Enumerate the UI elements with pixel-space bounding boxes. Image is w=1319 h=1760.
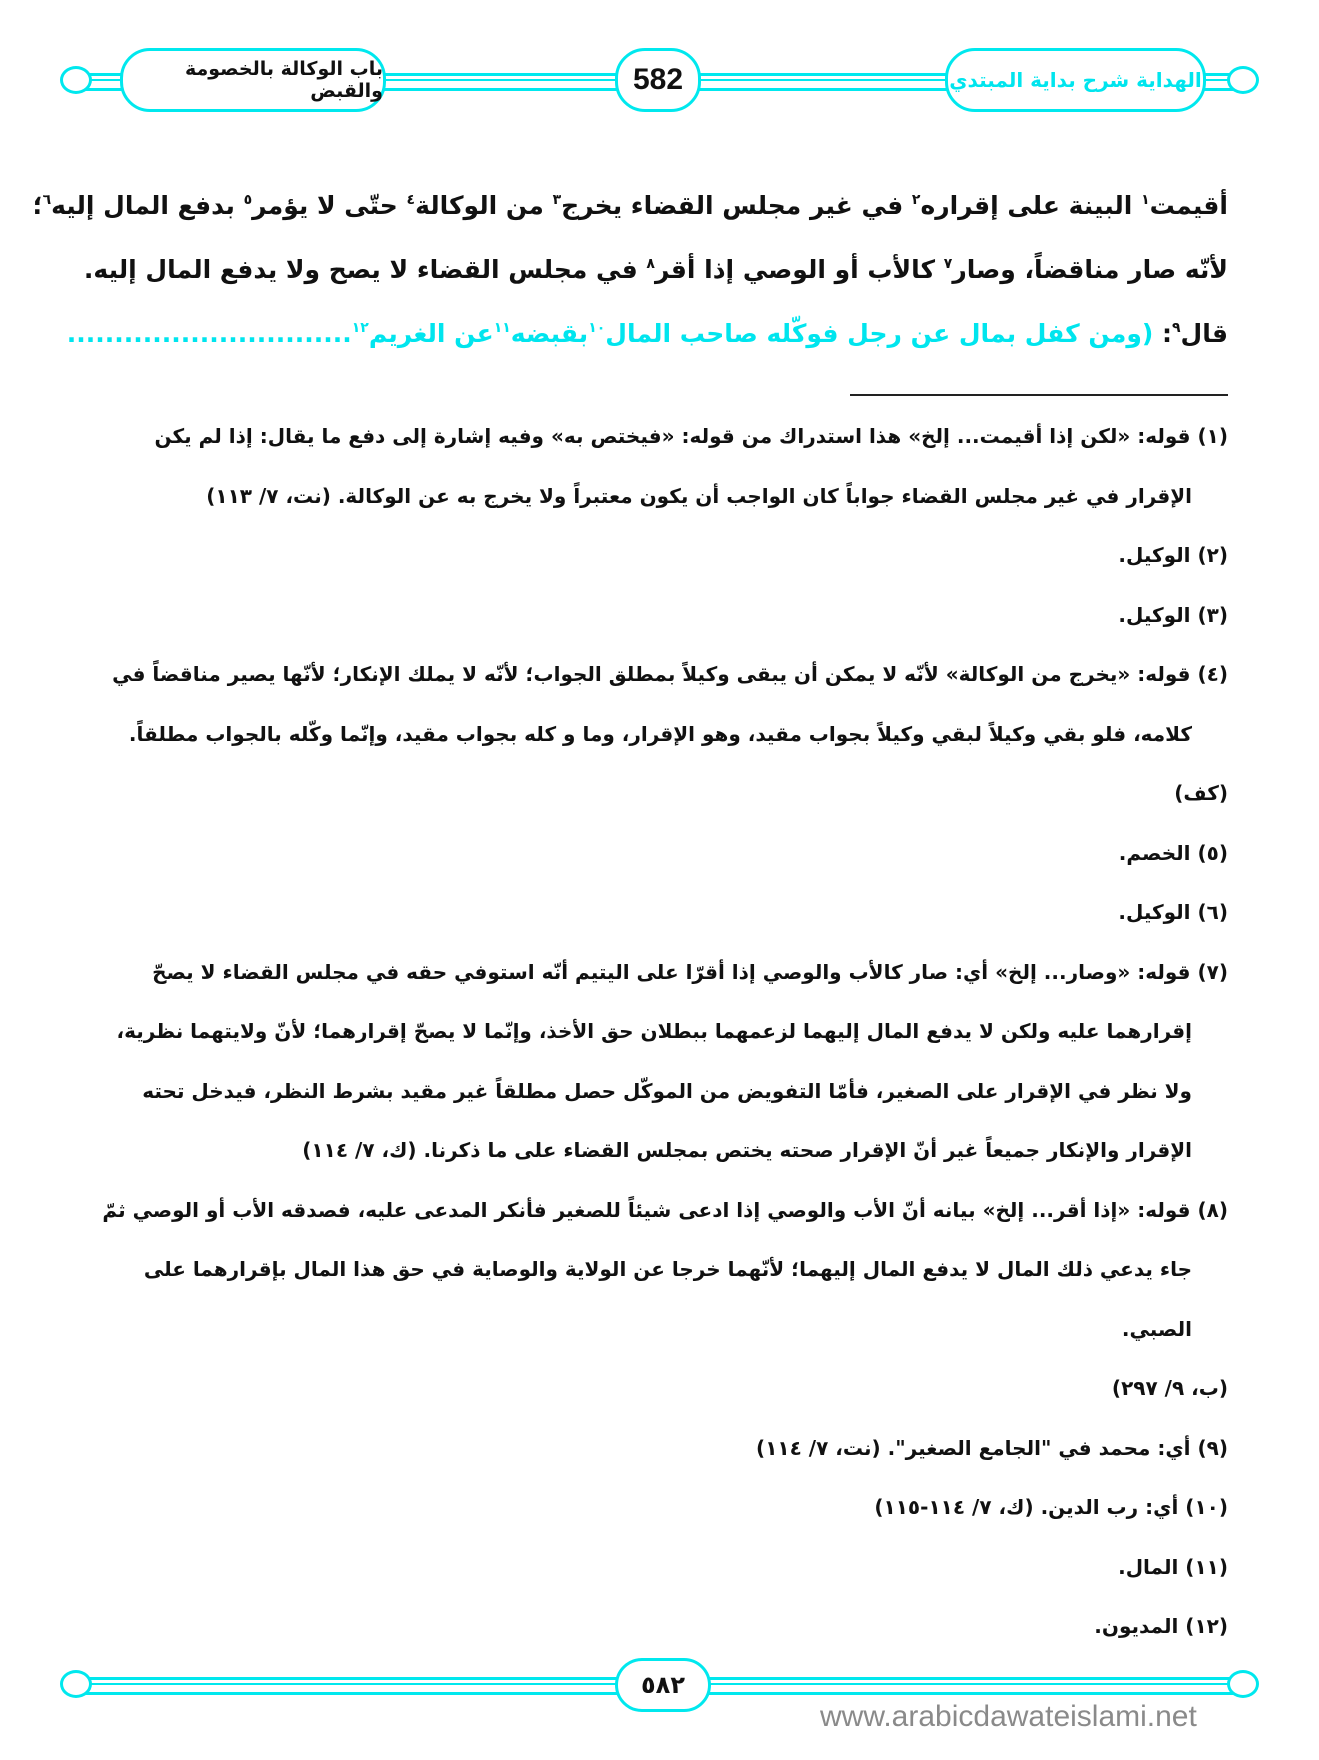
footnote-number: (٣) [1197,602,1228,627]
footnote-ref[interactable]: ١١ [493,320,511,336]
footnote [96,1538,1228,1598]
footer-page-number [615,1658,711,1712]
footnote-source: (ب، ٩/ ٢٩٧) [1111,1376,1228,1400]
footnote-text: المال. [1118,1554,1179,1579]
text-segment: أقيمت [1149,191,1228,220]
footnote-ref[interactable]: ٤ [406,192,416,208]
ornament-right [1227,66,1259,94]
footnote-text: الوكيل. [1118,900,1191,924]
footnote-ref[interactable]: ٥ [243,192,253,208]
footer-page-number-text: ٥٨٢ [641,1671,685,1699]
footnote [96,645,1228,824]
footnote-text: هذا استدراك من قوله: «فيختص به» وفيه إشارة إلى دفع ما يقال: إذا لم يكن الإقرار في غير مجلس القضاء جواباً كان الواجب أن يكون معتبراً ولا يخرج به عن الوكالة. (نت، ٧/ ١١٣) [154,424,1192,508]
matn-text: (ومن كفل بمال عن رجل فوكّله صاحب المال [605,319,1154,348]
footnote [96,526,1228,586]
footnote-number: (١٠) [1185,1495,1228,1519]
main-text [32,168,1228,360]
footnote [96,943,1228,1181]
footnote-number: (٨) [1197,1197,1228,1222]
footnote-ref[interactable]: ٧ [943,256,953,272]
website-watermark: www.arabicdawateislami.net [820,1700,1197,1733]
book-title [945,48,1206,112]
footnote-number: (٧) [1197,959,1228,984]
footnote-text: الوكيل. [1118,602,1191,627]
footnote [96,586,1228,646]
footnote [96,824,1228,884]
footnote-text: أي: صار كالأب والوصي إذا أقرّا على اليتيم أنّه استوفي حقه في مجلس القضاء لا يصحّ إقرارهما عليه ولكن لا يدفع المال إليهما لزعمهما ببطلان حق الأخذ، وإنّما لا يصحّ إقرارهما؛ لأنّ ولايتهما نظرية، ولا نظر في الإقرار على الصغير، فأمّا التفويض من الموكّل حصل مطلقاً غير مقيد بشرط النظر، فيدخل تحته الإقرار والإنكار جميعاً غير أنّ الإقرار صحته يختص بمجلس القضاء على ما ذكرنا. (ك، ٧/ ١١٤) [116,959,1192,1162]
footnote-ref[interactable]: ٢ [911,192,921,208]
page-header [60,44,1259,114]
page-number-text: 582 [632,63,684,96]
text-line [66,296,1228,360]
footnote [96,1181,1228,1419]
footnote-separator [850,394,1228,396]
matn-text: .............................. [66,319,352,348]
text-segment: قال [1180,319,1228,348]
footnote-number: (٤) [1197,662,1228,686]
text-segment: في مجلس القضاء لا يصح ولا يدفع المال إليه. [83,255,647,284]
footnote-text: بيانه أنّ الأب والوصي إذا ادعى شيئاً للصغير فأنكر المدعى عليه، فصدقه الأب أو الوصي ثمّ جاء يدعي ذلك المال لا يدفع المال إليهما؛ لأنّهما خرجا عن الولاية والوصاية في حق هذا المال بإقرارهما على الصبي. [102,1197,1192,1341]
footnote-ref[interactable]: ٦ [42,192,52,208]
footnote-ref[interactable]: ١ [1141,192,1150,208]
book-title-text: الهداية شرح بداية المبتدي [949,68,1202,92]
footnote-ref[interactable]: ٩ [1172,320,1181,336]
footnote-number: (٦) [1197,900,1228,924]
footnote-number: (٩) [1197,1435,1228,1460]
footnote [96,1419,1228,1479]
footnotes [96,407,1228,1657]
footnote-number: (٢) [1197,543,1228,567]
text-segment: كالأب أو الوصي إذا أقر [654,255,944,284]
text-line [32,168,1228,232]
footnote-number: (١١) [1185,1554,1228,1579]
footnote-lead: قوله: «وصار... إلخ» [995,959,1191,984]
text-segment: لأنّه صار مناقضاً، وصار [952,255,1228,284]
footnote-text: المديون. [1094,1614,1179,1638]
footnote-lead: قوله: «يخرج من الوكالة» [945,662,1191,686]
footnote-ref[interactable]: ١٠ [588,320,606,336]
footnote-lead: قوله: «لكن إذا أقيمت... إلخ» [908,424,1191,448]
footnote [96,407,1228,526]
footnote-text: لأنّه لا يمكن أن يبقى وكيلاً بمطلق الجواب؛ لأنّه لا يملك الإنكار؛ لأنّها يصير مناقضاً في كلامه، فلو بقي وكيلاً لبقي وكيلاً بجواب مقيد، وهو الإقرار، وما و كله بجواب مقيد، وإنّما وكّله بالجواب مطلقاً. [112,662,1192,746]
text-segment: من الوكالة [415,191,553,220]
footnote-text: أي: محمد في "الجامع الصغير". (نت، ٧/ ١١٤) [756,1435,1191,1460]
footnote-lead: قوله: «إذا أقر... إلخ» [982,1197,1191,1222]
footnote [96,1478,1228,1538]
footnote [96,883,1228,943]
text-segment: ؛ [32,191,43,220]
text-segment: في غير مجلس القضاء يخرج [561,191,912,220]
footnote-number: (١٢) [1185,1614,1228,1638]
chapter-title-text: باب الوكالة بالخصومة والقبض [184,58,383,102]
text-segment: : [1153,319,1172,348]
footnote-source: (كف) [1174,781,1228,805]
footnote-text: الخصم. [1118,840,1191,865]
footnote-ref[interactable]: ١٢ [351,320,369,336]
text-segment: البينة على إقراره [920,191,1142,220]
text-line [83,232,1228,296]
footnote-number: (١) [1197,424,1228,448]
ornament-right [1227,1670,1259,1698]
ornament-left [60,66,92,94]
text-segment: بدفع المال إليه [51,191,244,220]
page-number [615,48,701,112]
chapter-title [120,48,386,112]
matn-text: عن الغريم [368,319,494,348]
matn-text: بقبضه [510,319,589,348]
footnote-ref[interactable]: ٣ [552,192,562,208]
footnote-ref[interactable]: ٨ [646,256,655,272]
footnote-text: أي: رب الدين. (ك، ٧/ ١١٤-١١٥) [874,1495,1179,1519]
footnote-text: الوكيل. [1118,543,1191,567]
footnote-number: (٥) [1197,840,1228,865]
ornament-left [60,1670,92,1698]
text-segment: حتّى لا يؤمر [252,191,407,220]
